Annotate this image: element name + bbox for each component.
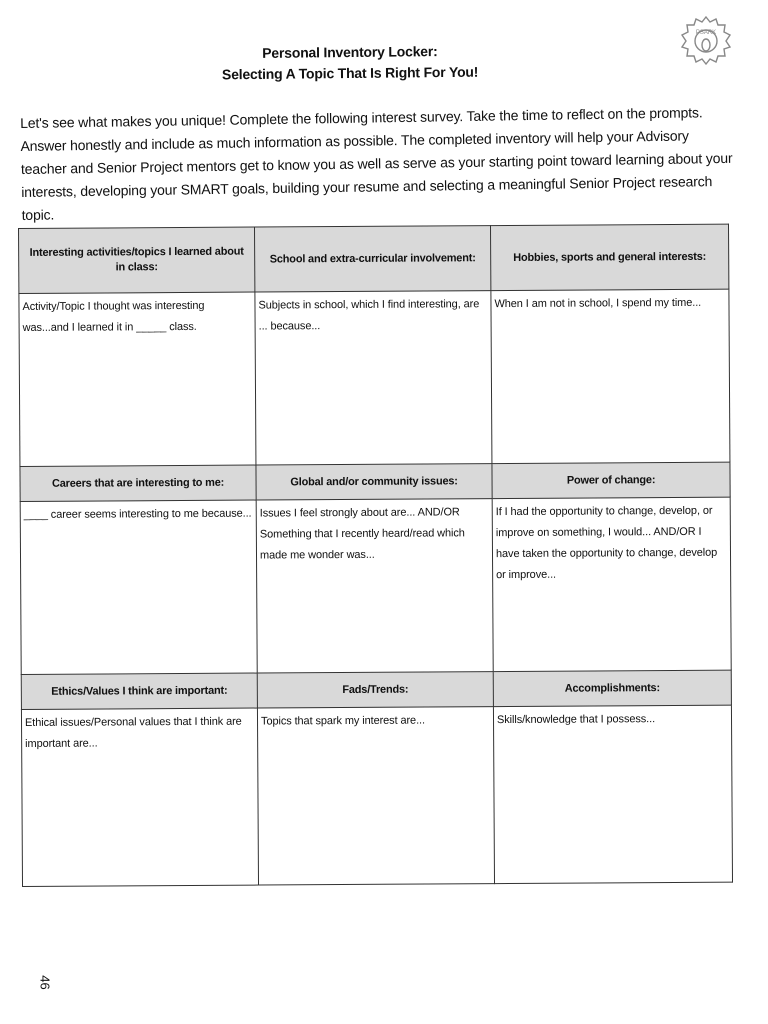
answer-row-1 [19, 289, 730, 466]
answer-cell-power-of-change[interactable]: If I had the opportunity to change, develop, or improve on something, I would... AND/OR I have taken the opportunity to change, develop or improve... [492, 497, 731, 671]
intro-paragraph: Let's see what makes you unique! Complete the following interest survey. Take the time to reflect on the prompts. Answer honestly and include as much information as possible. The completed inventory will help your Advisory teacher and Senior Project mentors get to know you as well as serve as your starting point toward learning about your interests, developing your SMART goals, building your resume and selecting a meaningful Senior Project research topic. [20, 104, 733, 223]
header-fads-trends: Fads/Trends: [257, 672, 493, 708]
answer-cell-careers[interactable]: ____ career seems interesting to me because... [20, 500, 257, 674]
answer-cell-school[interactable]: Subjects in school, which I find interesting, are ... because... [255, 291, 492, 465]
page-title [150, 40, 550, 86]
header-interesting-activities: Interesting activities/topics I learned about in class: [19, 227, 255, 293]
header-ethics-values: Ethics/Values I think are important: [21, 673, 257, 709]
header-row-1 [19, 224, 729, 293]
answer-cell-ethics[interactable]: Ethical issues/Personal values that I think are important are... [21, 708, 258, 886]
answer-cell-fads-trends[interactable]: Topics that spark my interest are... [257, 707, 494, 885]
inventory-table [18, 224, 733, 887]
inventory-table-container [18, 224, 732, 887]
page-number: 46 [37, 975, 53, 990]
title-line-2: Selecting A Topic That Is Right For You! [221, 63, 479, 83]
logo-text: PSARK [695, 30, 717, 36]
answer-row-3 [21, 705, 732, 886]
header-school-involvement: School and extra-curricular involvement: [254, 226, 490, 292]
header-global-issues: Global and/or community issues: [256, 464, 492, 500]
header-row-3 [21, 670, 731, 709]
answer-cell-activities[interactable]: Activity/Topic I thought was interesting was...and I learned it in _____ class. [19, 292, 256, 466]
psark-logo [680, 14, 732, 66]
header-careers: Careers that are interesting to me: [20, 465, 256, 501]
answer-row-2 [20, 497, 731, 674]
answer-cell-global-issues[interactable]: Issues I feel strongly about are... AND/OR Something that I recently heard/read which made me wonder was... [256, 499, 493, 673]
header-power-of-change: Power of change: [492, 462, 730, 498]
header-hobbies: Hobbies, sports and general interests: [490, 224, 728, 290]
header-row-2 [20, 462, 730, 501]
answer-cell-accomplishments[interactable]: Skills/knowledge that I possess... [493, 705, 732, 883]
header-accomplishments: Accomplishments: [493, 670, 731, 706]
title-line-1: Personal Inventory Locker: [262, 43, 438, 61]
answer-cell-hobbies[interactable]: When I am not in school, I spend my time... [491, 289, 730, 463]
